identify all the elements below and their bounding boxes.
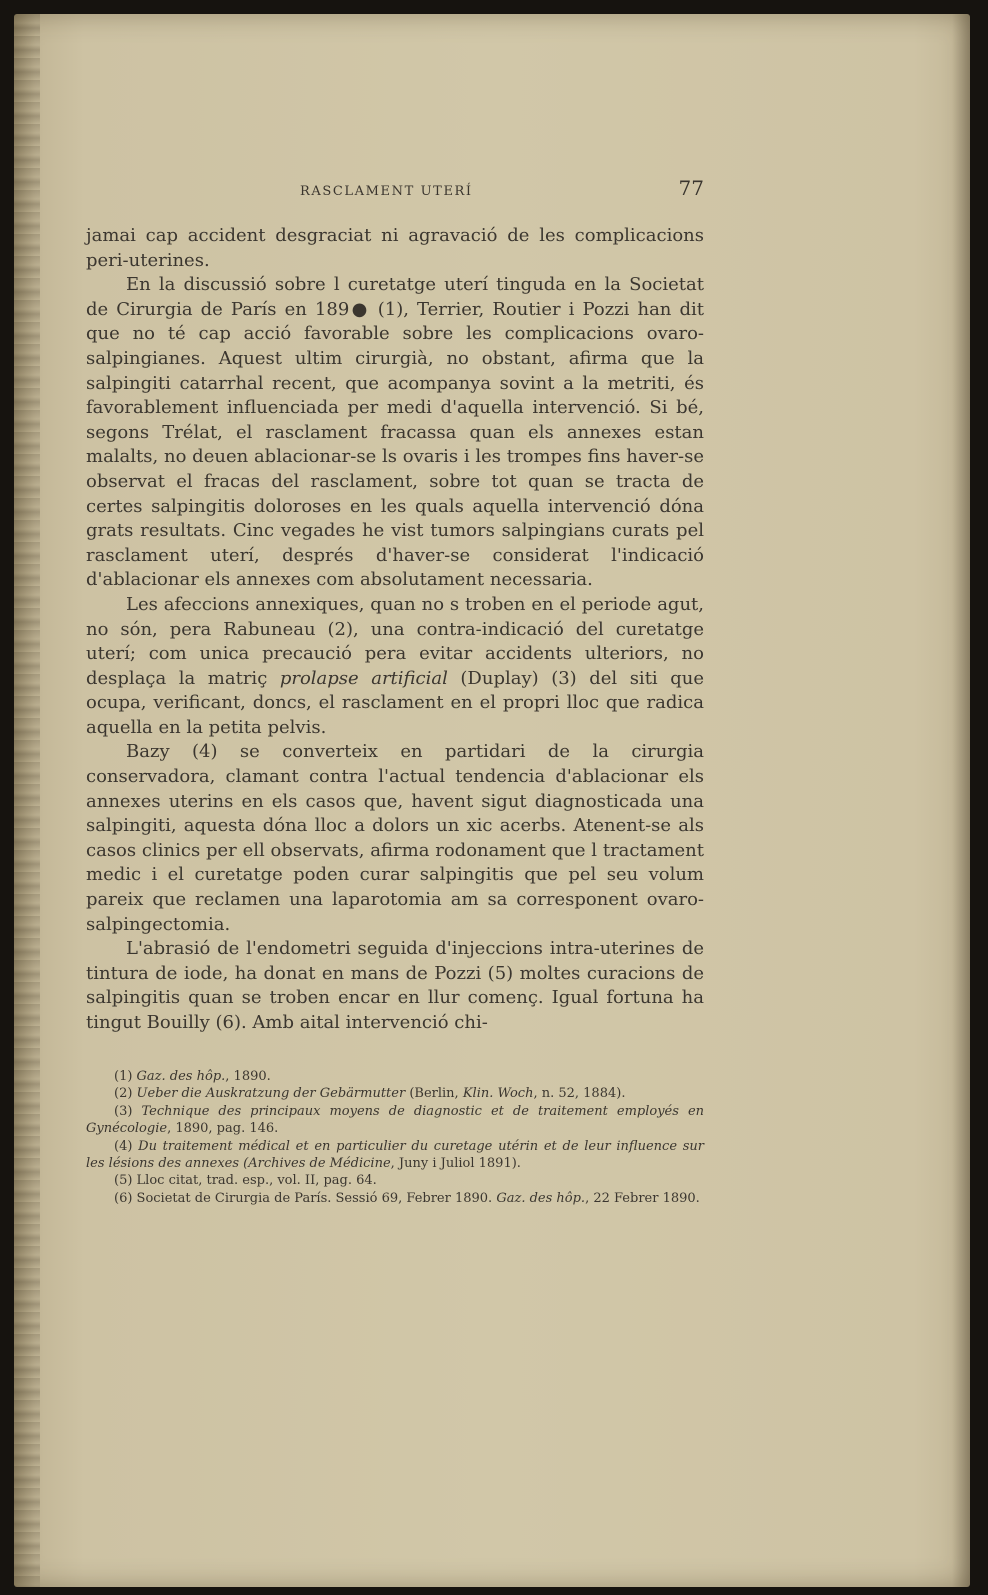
- text-run: , 1890, pag. 146.: [167, 1121, 279, 1137]
- body-paragraph: [86, 937, 704, 1035]
- page-header: [86, 172, 704, 202]
- footnote: [86, 1103, 704, 1138]
- footnote: [86, 1190, 704, 1207]
- text-run: En la discussió sobre l curetatge uterí tinguda en la Societat de Cirurgia de París en 189● (1), Terrier, Routier i Pozzi han dit que no té cap acció favorable sobre les complicacions ovaro-salpingianes. Aquest ultim cirurgià, no obstant, afirma que la salpingiti catarrhal recent, que acompanya sovint a la metriti, és favorablement influenciada per medi d'aquella intervenció. Si bé, segons Trélat, el rasclament fracassa quan els annexes estan malalts, no deuen ablacionar-se ls ovaris i les trompes fins haver-se observat el fracas del rasclament, sobre tot quan se tracta de certes salpingitis doloroses en les quals aquella intervenció dóna grats resultats. Cinc vegades he vist tumors salpingians curats pel rasclament uterí, després d'haver-se considerat l'indicació d'ablacionar els annexes com absolutament necessaria.: [86, 274, 704, 591]
- body-paragraph: [86, 224, 704, 273]
- italic-text-run: Ueber die Auskratzung der Gebärmutter: [136, 1086, 406, 1102]
- page-number: 77: [678, 176, 704, 200]
- footnote: [86, 1138, 704, 1173]
- body-paragraph: [86, 740, 704, 937]
- footnote: [86, 1085, 704, 1102]
- text-run: (Duplay) (3) del siti que ocupa, verificant, doncs, el rasclament en el propri lloc que radica aquella en la petita pelvis.: [86, 667, 704, 738]
- text-run: (1): [114, 1069, 137, 1084]
- text-run: Bazy (4) se converteix en partidari de la cirurgia conservadora, clamant contra l'actual tendencia d'ablacionar els annexes uterins en els casos que, havent sigut diagnosticada una salpingiti, aquesta dóna lloc a dolors un xic acerbs. Atenent-se als casos clinics per ell observats, afirma rodonament que l tractament medic i el curetatge poden curar salpingitis que pel seu volum pareix que reclamen una laparotomia am sa corresponent ovaro-salpingectomia.: [86, 741, 704, 935]
- text-run: , n. 52, 1884).: [533, 1086, 626, 1102]
- italic-text-run: Klin. Woch: [462, 1086, 534, 1102]
- text-run: jamai cap accident desgraciat ni agravació de les complicacions peri-uterines.: [86, 225, 704, 271]
- text-run: (3): [114, 1103, 142, 1119]
- italic-text-run: Technique des principaux moyens de diagnostic et de traitement employés en Gynécologie: [86, 1103, 705, 1137]
- footnotes: [86, 1068, 704, 1207]
- main-text: [86, 224, 704, 1036]
- footnote: [86, 1172, 704, 1189]
- text-run: Les afeccions annexiques, quan no s troben en el periode agut, no són, pera Rabuneau (2), una contra-indicació del curetatge uterí; com unica precaució pera evitar accidents ulteriors, no desplaça la matriç: [86, 593, 704, 689]
- text-run: (Berlin,: [405, 1086, 463, 1102]
- italic-text-run: prolapse artificial: [279, 667, 448, 689]
- footnote: [86, 1068, 704, 1085]
- italic-text-run: Du traitement médical et en particulier du curetage utérin et de leur influence sur les lésions des annexes (Archives de Médicine: [86, 1138, 704, 1172]
- text-run: (2): [114, 1086, 137, 1102]
- text-run: L'abrasió de l'endometri seguida d'injeccions intra-uterines de tintura de iode, ha donat en mans de Pozzi (5) moltes curacions de salpingitis quan se troben encar en llur començ. Igual fortuna ha tingut Bouilly (6). Amb aital intervenció chi-: [86, 938, 704, 1033]
- italic-text-run: Gaz. des hôp.: [136, 1069, 226, 1084]
- text-run: (6) Societat de Cirurgia de París. Sessió 69, Febrer 1890.: [114, 1190, 497, 1206]
- text-run: (5) Lloc citat, trad. esp., vol. II, pag. 64.: [114, 1173, 377, 1189]
- italic-text-run: Gaz. des hôp.: [496, 1190, 586, 1206]
- body-paragraph: [86, 593, 704, 741]
- text-run: , 22 Febrer 1890.: [585, 1190, 700, 1206]
- running-title: RASCLAMENT UTERÍ: [300, 184, 473, 199]
- page-edge-shadow: [952, 14, 970, 1587]
- body-paragraph: [86, 273, 704, 593]
- text-run: (4): [114, 1138, 139, 1154]
- page-binding-edge: [14, 14, 40, 1587]
- text-run: , Juny i Juliol 1891).: [390, 1156, 521, 1172]
- text-run: , 1890.: [225, 1069, 271, 1084]
